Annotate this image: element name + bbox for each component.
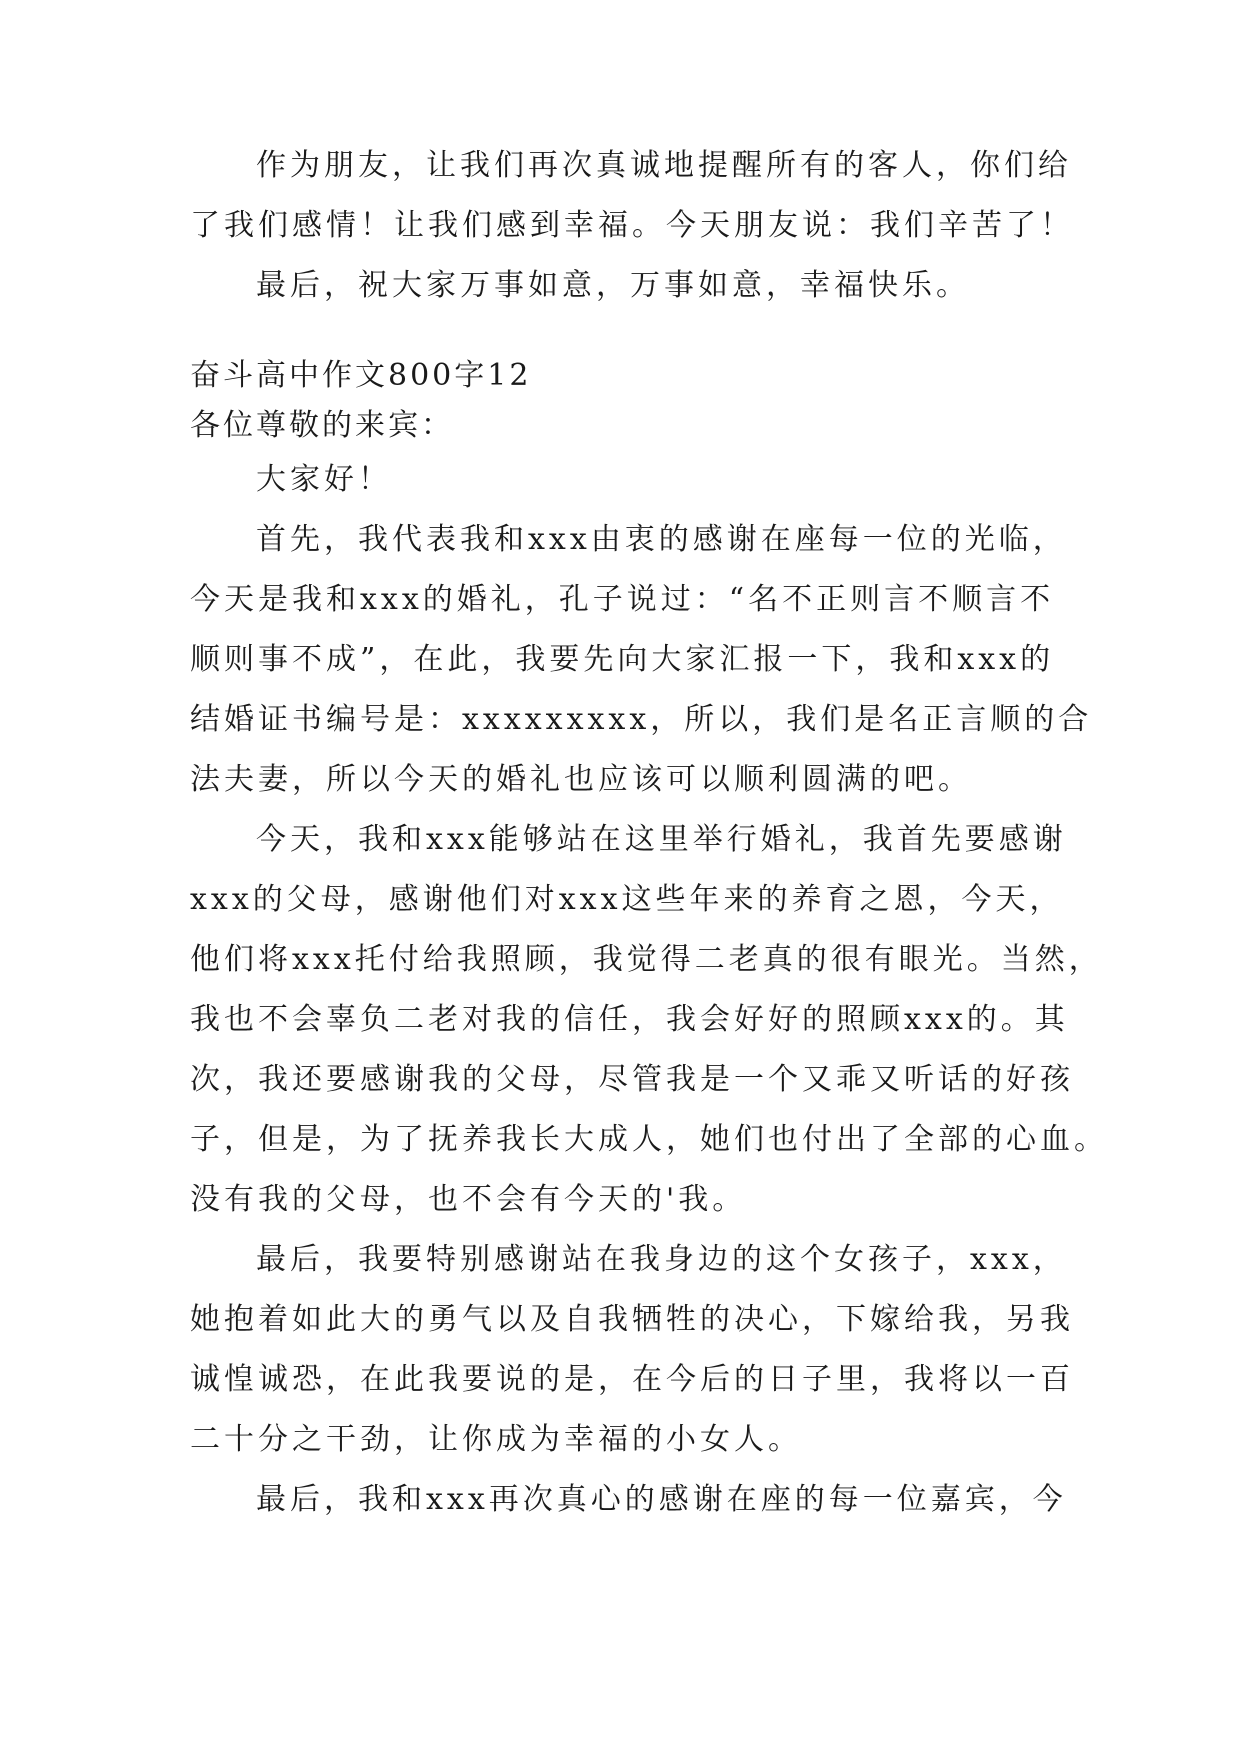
salutation: 各位尊敬的来宾：	[190, 408, 454, 443]
body-line: 她抱着如此大的勇气以及自我牺牲的决心，下嫁给我，另我	[190, 1302, 1074, 1337]
intro-paragraphs	[190, 136, 1074, 316]
intro-line: 了我们感情！让我们感到幸福。今天朋友说：我们辛苦了！	[190, 208, 1074, 243]
body-line: 今天是我和xxx的婚礼，孔子说过：“名不正则言不顺言不	[190, 582, 1055, 617]
body-paragraphs	[190, 450, 1108, 1530]
body-line: xxx的父母，感谢他们对xxx这些年来的养育之恩，今天，	[190, 882, 1064, 917]
body-line: 大家好！	[256, 462, 392, 497]
body-line: 顺则事不成”，在此，我要先向大家汇报一下，我和xxx的	[190, 642, 1055, 677]
body-line: 二十分之干劲，让你成为幸福的小女人。	[190, 1422, 802, 1457]
section-title: 奋斗高中作文800字12	[190, 358, 532, 393]
intro-line: 作为朋友，让我们再次真诚地提醒所有的客人，你们给	[256, 148, 1072, 183]
body-line: 最后，我和xxx再次真心的感谢在座的每一位嘉宾，今	[256, 1482, 1067, 1517]
body-line: 他们将xxx托付给我照顾，我觉得二老真的很有眼光。当然，	[190, 942, 1103, 977]
body-line: 首先，我代表我和xxx由衷的感谢在座每一位的光临，	[256, 522, 1067, 557]
body-line: 子，但是，为了抚养我长大成人，她们也付出了全部的心血。	[190, 1122, 1108, 1157]
body-line: 次，我还要感谢我的父母，尽管我是一个又乖又听话的好孩	[190, 1062, 1074, 1097]
body-line: 法夫妻，所以今天的婚礼也应该可以顺利圆满的吧。	[190, 762, 972, 797]
body-line: 诚惶诚恐，在此我要说的是，在今后的日子里，我将以一百	[190, 1362, 1074, 1397]
body-line: 没有我的父母，也不会有今天的'我。	[190, 1182, 747, 1217]
body-line: 最后，我要特别感谢站在我身边的这个女孩子，xxx，	[256, 1242, 1067, 1277]
body-line: 今天，我和xxx能够站在这里举行婚礼，我首先要感谢	[256, 822, 1067, 857]
body-line: 我也不会辜负二老对我的信任，我会好好的照顾xxx的。其	[190, 1002, 1069, 1037]
intro-line: 最后，祝大家万事如意，万事如意，幸福快乐。	[256, 268, 970, 303]
body-line: 结婚证书编号是：xxxxxxxxx，所以，我们是名正言顺的合	[190, 702, 1093, 737]
